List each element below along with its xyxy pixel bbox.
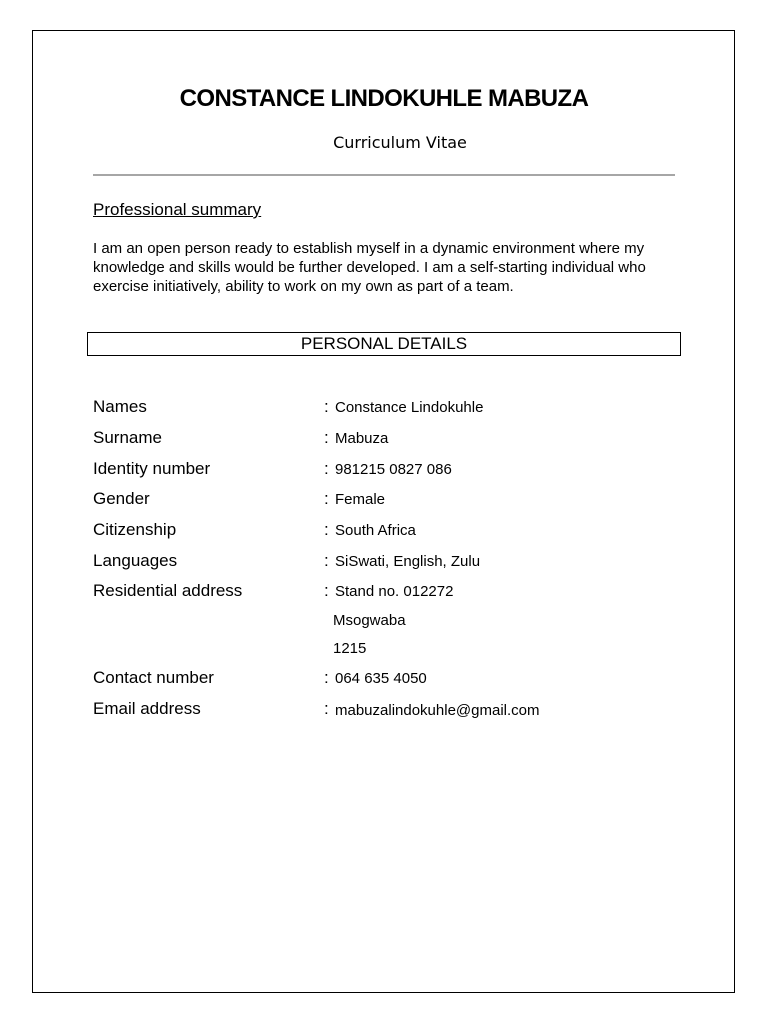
detail-colon: : — [324, 520, 329, 539]
detail-value-contact-number: 064 635 4050 — [335, 670, 427, 687]
detail-colon: : — [324, 459, 329, 478]
detail-colon: : — [324, 489, 329, 508]
detail-label-contact-number: Contact number — [93, 668, 214, 687]
detail-value-email-address: mabuzalindokuhle@gmail.com — [335, 702, 540, 719]
detail-label-email-address: Email address — [93, 699, 201, 718]
detail-colon: : — [324, 668, 329, 687]
detail-label-citizenship: Citizenship — [93, 520, 177, 539]
detail-label-surname: Surname — [93, 428, 162, 447]
detail-label-gender: Gender — [93, 489, 150, 508]
detail-colon: : — [324, 699, 329, 718]
address-line-town: Msogwaba — [333, 612, 406, 629]
detail-colon: : — [324, 551, 329, 570]
detail-colon: : — [324, 581, 329, 600]
header-divider — [93, 174, 675, 176]
applicant-name-heading: CONSTANCE LINDOKUHLE MABUZA — [179, 85, 589, 112]
personal-details-heading: PERSONAL DETAILS — [87, 332, 681, 356]
detail-value-names: Constance Lindokuhle — [335, 399, 484, 416]
detail-value-citizenship: South Africa — [335, 522, 416, 539]
detail-value-residential-address: Stand no. 012272 — [335, 583, 454, 600]
detail-label-residential-address: Residential address — [93, 581, 243, 600]
summary-heading: Professional summary — [93, 200, 262, 219]
summary-paragraph: I am an open person ready to establish myself in a dynamic environment where my knowledge and skills would be further developed. I am a self-starting individual who exercise initiatively, ability to work on my own as part of a team. — [93, 240, 646, 295]
detail-label-identity-number: Identity number — [93, 459, 211, 478]
detail-label-names: Names — [93, 397, 147, 416]
detail-value-surname: Mabuza — [335, 430, 389, 447]
detail-value-identity-number: 981215 0827 086 — [335, 461, 452, 478]
detail-label-languages: Languages — [93, 551, 178, 570]
detail-colon: : — [324, 428, 329, 447]
address-line-postal-code: 1215 — [333, 640, 367, 657]
document-subtitle: Curriculum Vitae — [333, 133, 467, 152]
detail-value-gender: Female — [335, 491, 386, 508]
detail-colon: : — [324, 397, 329, 416]
detail-value-languages: SiSwati, English, Zulu — [335, 553, 481, 570]
